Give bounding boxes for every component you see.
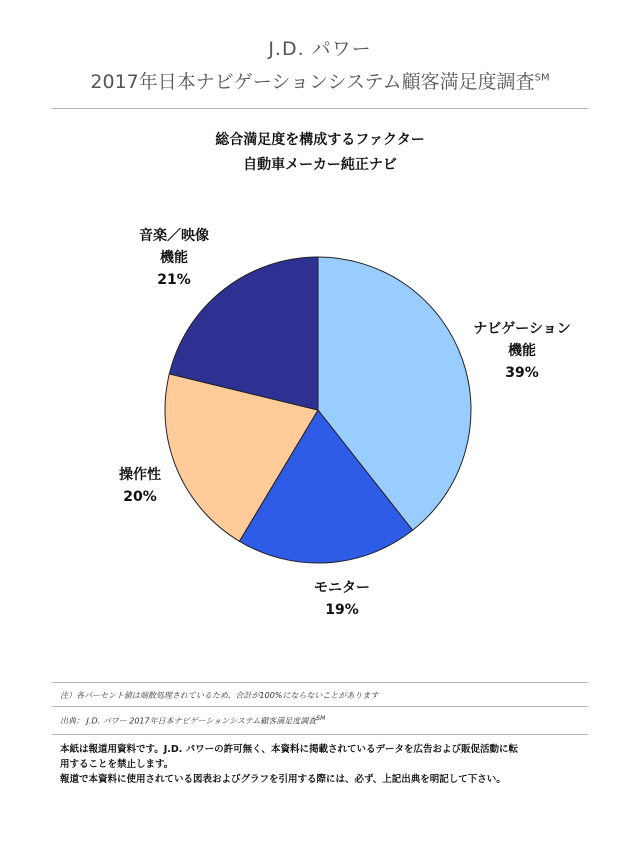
pie-slices <box>165 257 471 563</box>
report-title-text: 2017年日本ナビゲーションシステム顧客満足度調査 <box>90 71 535 93</box>
note-divider-top <box>52 682 588 683</box>
pie-value-label-1: 19% <box>325 602 359 618</box>
pie-name-label-1: モニター <box>314 580 370 596</box>
chart-title-line2: 自動車メーカー純正ナビ <box>243 157 397 173</box>
source-note-text: 出典： J.D. パワー 2017年日本ナビゲーションシステム顧客満足度調査 <box>60 716 317 726</box>
source-note <box>60 715 325 727</box>
release-line-1: 本紙は報道用資料です。J.D. パワーの許可無く、本資料に掲載されているデータを広告および販促活動に転 <box>60 744 518 755</box>
release-line-3: 報道で本資料に使用されている図表およびグラフを引用する際には、必ず、上記出典を明記して下さい。 <box>60 774 506 785</box>
note-divider-middle <box>52 706 588 707</box>
pie-value-label-2: 20% <box>123 489 157 505</box>
pie-name-label-0: ナビゲーション <box>473 321 571 337</box>
pie-label-3 <box>139 227 209 288</box>
release-line-2: 用することを禁止します。 <box>60 759 174 770</box>
pie-value-label-3: 21% <box>157 272 191 288</box>
press-release-notice <box>60 742 590 787</box>
service-mark: SM <box>534 72 550 84</box>
chart-title-line1: 総合満足度を構成するファクター <box>215 132 425 148</box>
pie-label-1 <box>314 580 370 618</box>
pie-name-label-3: 音楽／映像 <box>139 228 209 244</box>
pie-label-2 <box>119 466 161 505</box>
pie-name-label-3: 機能 <box>160 250 188 266</box>
pie-value-label-0: 39% <box>505 365 539 381</box>
source-service-mark: SM <box>316 715 326 722</box>
pie-name-label-2: 操作性 <box>119 467 161 483</box>
note-divider-bottom <box>52 734 588 735</box>
pie-label-0 <box>473 321 570 381</box>
pie-name-label-0: 機能 <box>508 343 536 359</box>
brand-name: J.D. パワー <box>268 38 372 60</box>
rounding-note: 注）各パーセント値は端数処理されているため、合計が100%にならないことがあります <box>60 691 379 700</box>
